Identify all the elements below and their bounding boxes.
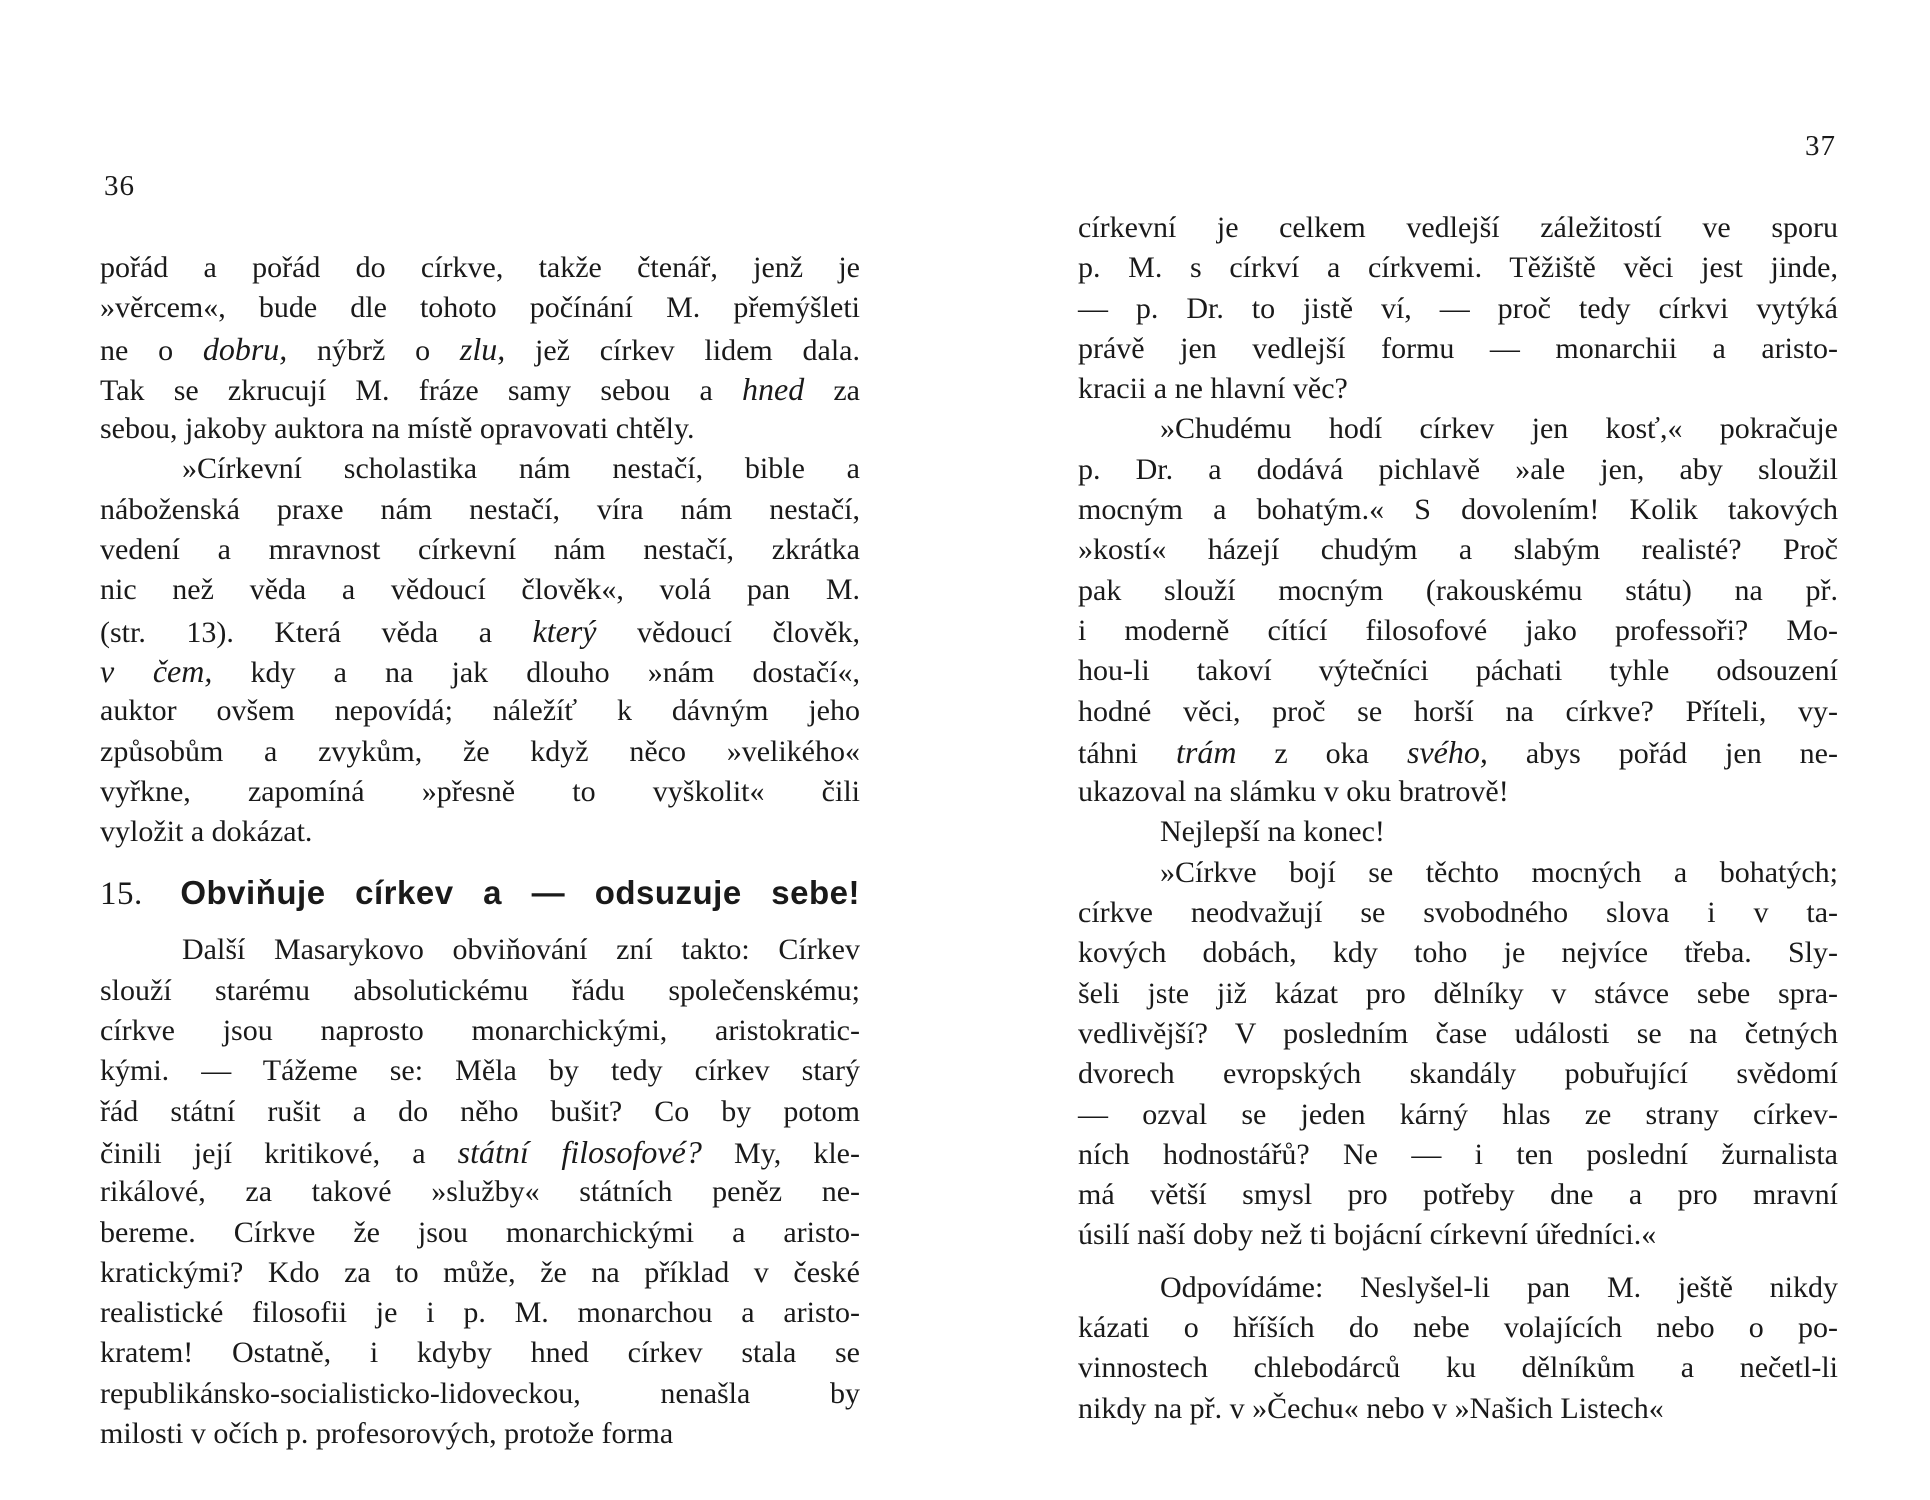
text-line: vedlivější? V posledním čase události se na četných [1078,1016,1838,1050]
section-heading [100,852,860,920]
text-segment: My, kle- [701,1136,860,1170]
text-line [100,369,860,409]
right-body [1078,208,1838,1429]
text-line: — p. Dr. to jistě ví, — proč tedy církvi vytýká [1078,291,1838,325]
text-line: p. Dr. a dodává pichlavě »ale jen, aby sloužil [1078,452,1838,486]
text-line: ukazoval na slámku v oku bratrově! [1078,775,1509,809]
text-line: nic než věda a vědoucí člověk«, volá pan M. [100,573,860,607]
text-line: sebou, jakoby auktora na místě opravovati chtěly. [100,412,695,446]
right-page [1078,0,1838,1500]
text-segment: nýbrž o [287,333,460,367]
text-segment: abys pořád jen ne- [1487,736,1838,770]
emphasis-text: hned [741,370,805,407]
text-line: hodné věci, proč se horší na církve? Příteli, vy- [1078,694,1838,728]
text-line: »věrcem«, bude dle tohoto počínání M. přemýšleti [100,291,860,325]
text-segment: Tak se zkrucují M. fráze samy sebou a [100,373,742,407]
text-line: vinnostech chlebodárců ku dělníkům a nečetl-li [1078,1351,1838,1385]
text-line: kými. — Tážeme se: Měla by tedy církev starý [100,1054,860,1088]
text-line: šeli jste již kázat pro dělníky v stávce sebe spra- [1078,976,1838,1010]
text-line: bereme. Církve že jsou monarchickými a aristo- [100,1215,860,1249]
text-line: pořád a pořád do církve, takže čtenář, jenž je [100,251,860,284]
text-line: vyřkne, zapomíná »přesně to vyškolit« čili [100,774,860,808]
emphasis-text: který [532,612,597,649]
left-body-before-heading [100,248,860,852]
page-number-left: 36 [104,170,135,202]
left-page [100,0,860,1500]
text-line: »Církve bojí se těchto mocných a bohatých; [1160,855,1838,889]
emphasis-text: v čem, [100,652,213,689]
text-segment: ne o [100,333,203,367]
text-line: pak slouží mocným (rakouskému státu) na př. [1078,573,1838,607]
text-line: dvorech evropských skandály pobuřující svědomí [1078,1057,1838,1091]
text-line: kracii a ne hlavní věc? [1078,372,1348,406]
text-line: kázati o hříších do nebe volajících nebo o po- [1078,1311,1838,1345]
text-line [1078,732,1838,772]
text-segment: táhni [1078,736,1176,770]
text-line: milosti v očích p. profesorových, protože forma [100,1417,674,1451]
text-line [100,1132,860,1172]
text-line: má větší smysl pro potřeby dne a pro mravní [1078,1178,1838,1212]
text-line: kových dobách, kdy toho je nejvíce třeba. Sly- [1078,936,1838,970]
text-line: způsobům a zvykům, že když něco »velikého« [100,734,860,768]
right-page-text [1078,208,1838,1429]
text-line: řád státní rušit a do něho bušit? Co by potom [100,1094,860,1128]
text-line: i moderně cítící filosofové jako professoři? Mo- [1078,613,1838,647]
emphasis-text: trám [1175,733,1237,770]
text-line: náboženská praxe nám nestačí, víra nám nestačí, [100,492,860,526]
emphasis-text: státní filosofové? [457,1133,702,1170]
left-page-text [100,248,860,1454]
text-line [100,651,860,691]
text-line: »kostí« házejí chudým a slabým realisté? Proč [1078,533,1838,567]
text-line: auktor ovšem nepovídá; náležíť k dávným jeho [100,694,860,728]
paragraph-gap [1078,1256,1838,1268]
text-line: slouží starému absolutickému řádu společenskému; [100,973,860,1007]
section-number: 15. [100,876,143,913]
text-segment: jež církev lidem dala. [505,333,860,367]
text-line: mocným a bohatým.« S dovolením! Kolik takových [1078,493,1838,527]
text-segment: za [804,373,860,407]
text-segment: činili její kritikové, a [100,1136,458,1170]
text-line: vyložit a dokázat. [100,815,313,849]
text-line [100,611,860,651]
text-line: Další Masarykovo obviňování zní takto: Církev [182,933,860,967]
text-line: církve neodvažují se svobodného slova i v ta- [1078,896,1838,930]
text-line: Nejlepší na konec! [1160,815,1385,849]
text-line: realistické filosofii je i p. M. monarchou a aristo- [100,1296,860,1330]
text-line: »Církevní scholastika nám nestačí, bible a [182,452,860,486]
page-number-right: 37 [1805,130,1836,162]
text-segment: (str. 13). Která věda a [100,615,533,649]
text-line: p. M. s církví a církvemi. Těžiště věci jest jinde, [1078,251,1838,285]
text-segment: kdy a na jak dlouho »nám dostačí«, [212,655,861,689]
text-segment: z oka [1236,736,1407,770]
text-line: kratickými? Kdo za to může, že na příklad v české [100,1255,860,1289]
text-line: republikánsko-socialisticko-lidoveckou, nenašla by [100,1376,860,1410]
text-line: hou-li takoví výtečníci páchati tyhle odsouzení [1078,654,1838,688]
text-line: církevní je celkem vedlejší záležitostí ve sporu [1078,211,1838,244]
text-line: nikdy na př. v »Čechu« nebo v »Našich Listech« [1078,1391,1664,1425]
text-line: právě jen vedlejší formu — monarchii a aristo- [1078,331,1838,365]
text-line [100,329,860,369]
text-line: vedení a mravnost církevní nám nestačí, zkrátka [100,533,860,567]
text-line: ních hodnostářů? Ne — i ten poslední žurnalista [1078,1137,1838,1171]
text-line: rikálové, za takové »služby« státních peněz ne- [100,1175,860,1209]
emphasis-text: zlu, [459,330,506,367]
text-line: — ozval se jeden kárný hlas ze strany církev- [1078,1097,1838,1131]
text-line: církve jsou naprosto monarchickými, aristokratic- [100,1014,860,1048]
text-line: Odpovídáme: Neslyšel-li pan M. ještě nikdy [1160,1270,1838,1304]
left-body-after-heading [100,930,860,1454]
emphasis-text: dobru, [202,330,288,367]
section-title: Obviňuje církev a — odsuzuje sebe! [180,874,861,912]
text-line: »Chudému hodí církev jen kosť,« pokračuje [1160,412,1838,446]
text-line: kratem! Ostatně, i kdyby hned církev stala se [100,1336,860,1370]
emphasis-text: svého, [1406,733,1488,770]
text-line: úsilí naší doby než ti bojácní církevní úředníci.« [1078,1218,1657,1252]
text-segment: vědoucí člověk, [596,615,860,649]
